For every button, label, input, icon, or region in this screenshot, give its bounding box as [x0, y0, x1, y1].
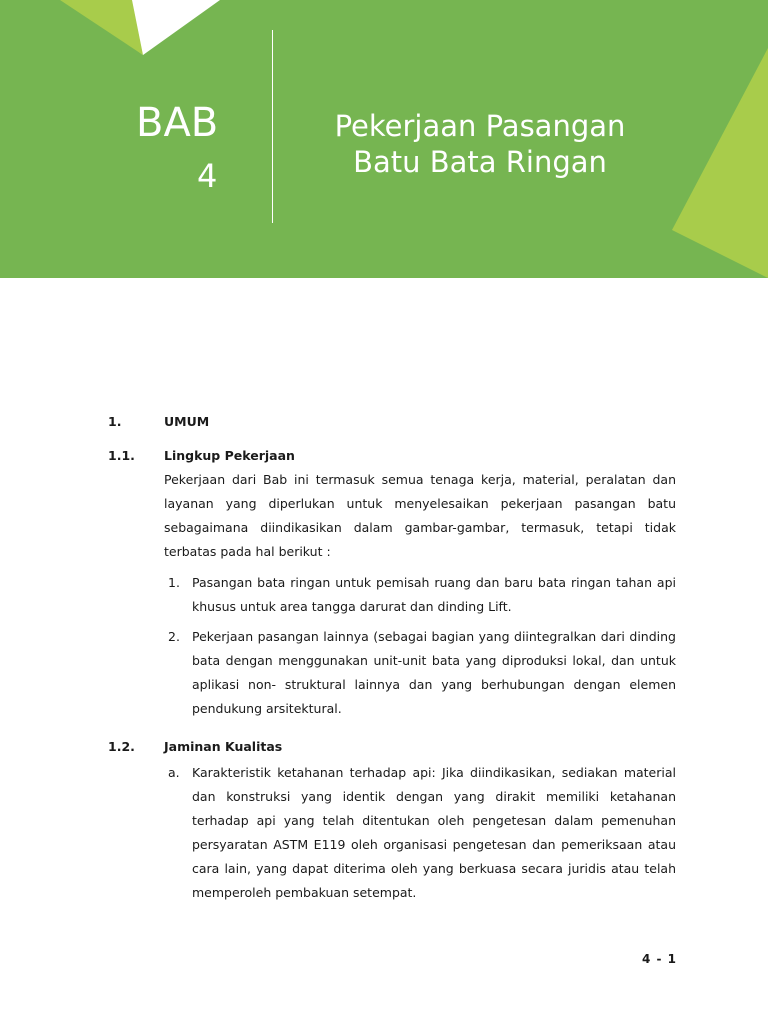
document-body — [108, 412, 676, 905]
section-number: 1.2. — [108, 739, 135, 754]
chapter-title-line2: Batu Bata Ringan — [353, 145, 607, 179]
chapter-label: BAB — [136, 100, 219, 146]
list-marker: 2. — [168, 629, 180, 644]
section-heading-umum — [108, 412, 676, 432]
section-label: UMUM — [164, 414, 210, 429]
section-label: Jaminan Kualitas — [164, 739, 283, 754]
list-item-text: Pasangan bata ringan untuk pemisah ruang dan baru bata ringan tahan api khusus untuk area tangga darurat dan dinding Lift. — [192, 575, 676, 614]
section-label: Lingkup Pekerjaan — [164, 448, 295, 463]
section-heading-jaminan-kualitas — [108, 737, 676, 757]
section-intro-paragraph: Pekerjaan dari Bab ini termasuk semua tenaga kerja, material, peralatan dan layanan yang diperlukan untuk menyelesaikan pekerjaan pasangan batu sebagaimana diindikasikan dalam gambar-gambar, termasuk, tetapi tidak terbatas pada hal berikut : — [164, 472, 676, 559]
chapter-title — [290, 108, 670, 180]
chapter-number: 4 — [197, 157, 218, 195]
list-marker: a. — [168, 765, 180, 780]
page-number: 4 - 1 — [641, 952, 677, 966]
quality-list — [164, 761, 676, 905]
section-number: 1. — [108, 414, 122, 429]
list-item — [164, 761, 676, 905]
section-heading-lingkup-pekerjaan — [108, 446, 676, 466]
list-marker: 1. — [168, 575, 180, 590]
chapter-title-line1: Pekerjaan Pasangan — [334, 109, 626, 143]
section-number: 1.1. — [108, 448, 135, 463]
header-divider — [272, 30, 273, 223]
list-item — [164, 571, 676, 619]
chapter-header-banner — [0, 0, 768, 278]
scope-list — [164, 571, 676, 721]
list-item-text: Pekerjaan pasangan lainnya (sebagai bagian yang diintegralkan dari dinding bata dengan menggunakan unit-unit bata yang diproduksi lokal, dan untuk aplikasi non- struktural lainnya dan yang berhubungan dengan elemen pendukung arsitektural. — [192, 629, 676, 716]
list-item-text: Karakteristik ketahanan terhadap api: Jika diindikasikan, sediakan material dan konstruksi yang identik dengan yang dirakit memiliki ketahanan terhadap api yang telah ditentukan oleh pengetesan dalam pemenuhan persyaratan ASTM E119 oleh organisasi pengetesan dan pemeriksaan atau cara lain, yang dapat diterima oleh yang berkuasa secara juridis atau telah memperoleh pembakuan setempat. — [192, 765, 676, 900]
list-item — [164, 625, 676, 721]
